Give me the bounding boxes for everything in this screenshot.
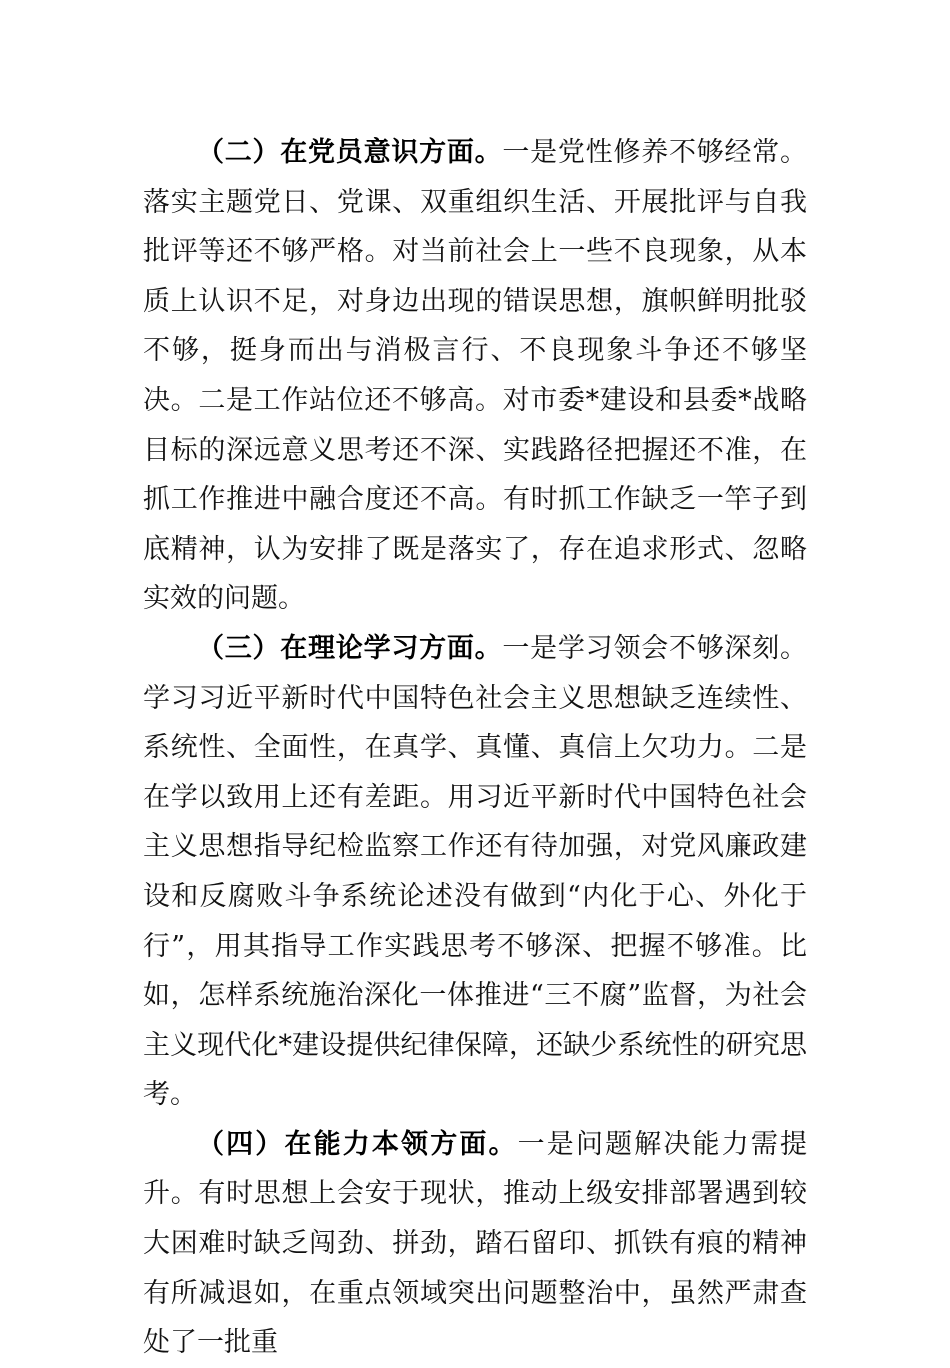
- paragraph-theory-study: [143, 624, 807, 1120]
- paragraph-heading: （四）在能力本领方面。: [197, 1128, 518, 1160]
- paragraph-body: 一是党性修养不够经常。落实主题党日、党课、双重组织生活、开展批评与自我批评等还不够严格。对当前社会上一些不良现象，从本质上认识不足，对身边出现的错误思想，旗帜鲜明批驳不够，挺身而出与消极言行、不良现象斗争还不够坚决。二是工作站位还不够高。对市委*建设和县委*战略目标的深远意义思考还不深、实践路径把握还不准，在抓工作推进中融合度还不高。有时抓工作缺乏一竿子到底精神，认为安排了既是落实了，存在追求形式、忽略实效的问题。: [143, 137, 808, 615]
- document-body: [143, 128, 807, 1368]
- paragraph-body: 一是学习领会不够深刻。学习习近平新时代中国特色社会主义思想缺乏连续性、系统性、全面性，在真学、真懂、真信上欠功力。二是在学以致用上还有差距。用习近平新时代中国特色社会主义思想指导纪检监察工作还有待加强，对党风廉政建设和反腐败斗争系统论述没有做到“内化于心、外化于行”，用其指导工作实践思考不够深、把握不够准。比如，怎样系统施治深化一体推进“三不腐”监督，为社会主义现代化*建设提供纪律保障，还缺少系统性的研究思考。: [143, 632, 808, 1111]
- paragraph-heading: （三）在理论学习方面。: [197, 632, 503, 664]
- paragraph-party-awareness: [143, 128, 807, 624]
- paragraph-body: 一是问题解决能力需提升。有时思想上会安于现状，推动上级安排部署遇到较大困难时缺乏闯劲、拼劲，踏石留印、抓铁有痕的精神有所减退如，在重点领域突出问题整治中，虽然严肃查处了一批重: [143, 1128, 808, 1359]
- paragraph-ability: [143, 1120, 807, 1368]
- paragraph-heading: （二）在党员意识方面。: [197, 137, 503, 168]
